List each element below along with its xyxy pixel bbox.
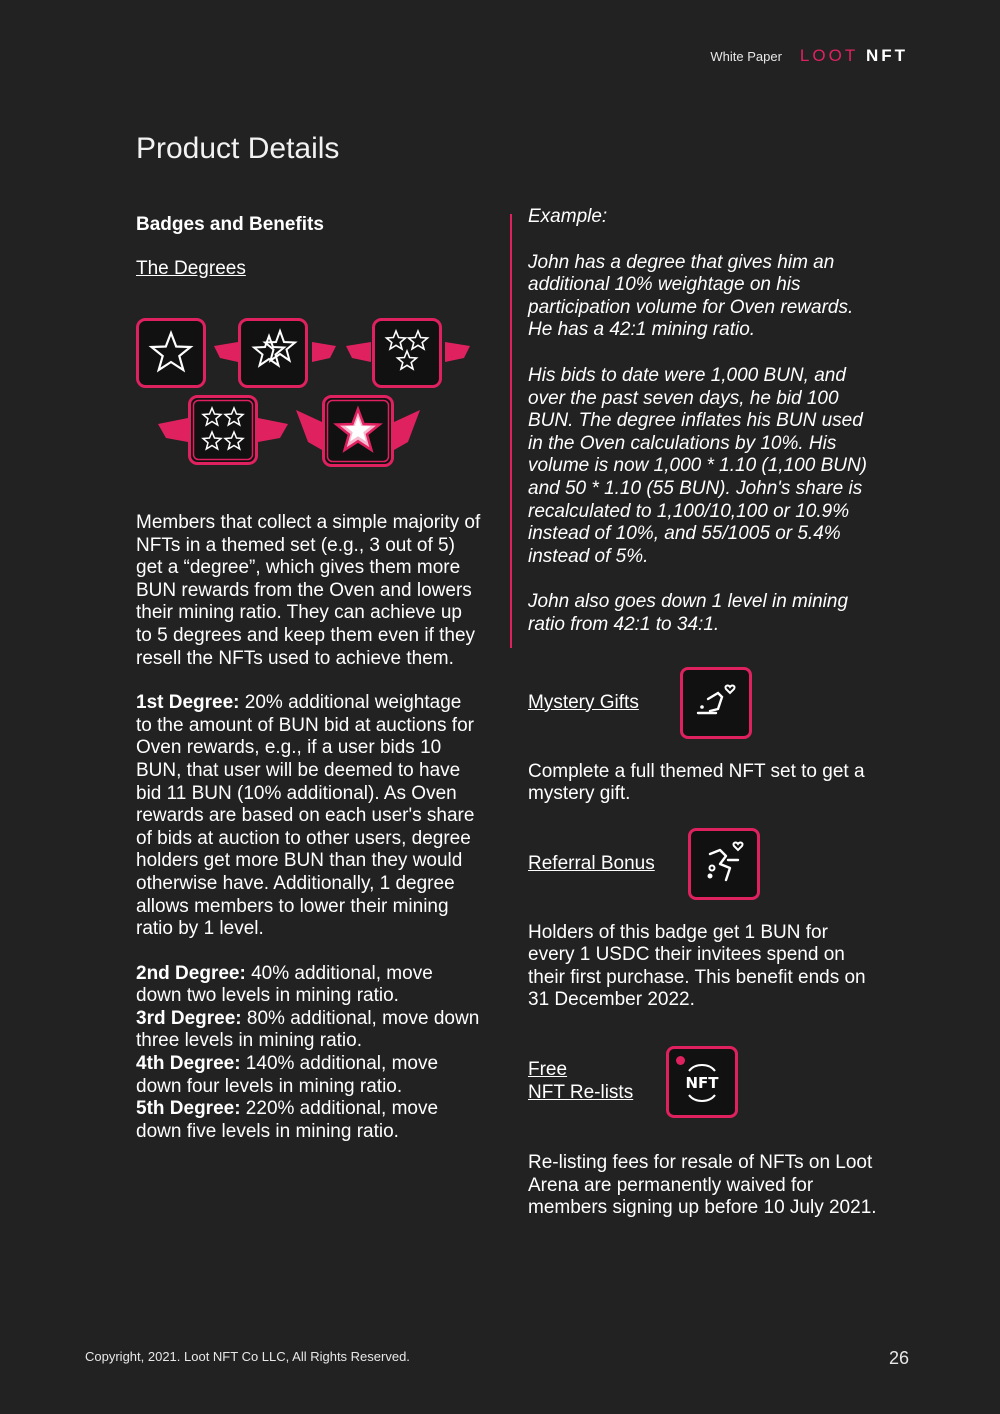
example-paragraph: John also goes down 1 level in mining ratio from 42:1 to 34:1. — [528, 591, 849, 635]
first-degree-text: 20% additional weightage to the amount of BUN bid at auctions for Oven rewards, e.g., if a user bids 10 BUN, that user will be deemed to have bid 11 BUN (10% additional). As Oven rewards are based on each user's share of bids at auction to other users, degree holders get more BUN than they would otherwise have. Additionally, 1 degree allows members to lower their mining ratio by 1 level. — [136, 692, 475, 940]
left-column — [136, 214, 481, 1143]
nft-relists-link[interactable] — [528, 1059, 666, 1104]
degree-item — [136, 1008, 481, 1053]
gift-icon — [680, 667, 752, 739]
referral-icon — [688, 828, 760, 900]
nft-icon-text: NFT — [685, 1074, 719, 1093]
page-number: 26 — [888, 1348, 909, 1368]
referral-bonus-text: Holders of this badge get 1 BUN for every 1 USDC their invitees spend on their first purchase. This benefit ends on 31 December 2022. — [528, 921, 866, 1011]
degree-badges — [136, 318, 481, 478]
degree-item — [136, 1053, 481, 1098]
logo-nft: NFT — [865, 46, 908, 65]
nft-relists-row — [528, 1046, 878, 1118]
star-badge-icon — [158, 394, 288, 466]
star-badge-icon — [346, 318, 470, 388]
degree-text: 40% additional, move down two levels in mining ratio. — [136, 962, 433, 1007]
referral-bonus-row — [528, 828, 878, 900]
mystery-gifts-link[interactable]: Mystery Gifts — [528, 691, 639, 713]
first-degree-label: 1st Degree: — [136, 692, 240, 714]
right-column — [528, 206, 878, 1220]
example-paragraph: John has a degree that gives him an additional 10% weightage on his participation volume for Oven rewards. He has a 42:1 mining ratio. — [528, 251, 854, 341]
nft-relist-icon — [666, 1046, 738, 1118]
degree-item — [136, 963, 481, 1008]
notification-dot — [676, 1056, 685, 1065]
logo-loot: LOOT — [799, 46, 859, 65]
degree-label: 4th Degree: — [136, 1053, 241, 1075]
mystery-gifts-text: Complete a full themed NFT set to get a mystery gift. — [528, 760, 865, 805]
footer-copyright: Copyright, 2021. Loot NFT Co LLC, All Rights Reserved. — [85, 1349, 410, 1364]
loot-nft-logo — [800, 46, 908, 66]
degree-item — [136, 1098, 481, 1143]
section-heading: Badges and Benefits — [136, 214, 324, 235]
degree-label: 5th Degree: — [136, 1098, 241, 1120]
nft-relists-link-line: Free — [528, 1059, 568, 1081]
header-white-paper: White Paper — [710, 48, 782, 64]
mystery-gifts-row — [528, 667, 878, 739]
nft-relists-text: Re-listing fees for resale of NFTs on Loot Arena are permanently waived for members signing up before 10 July 2021. — [528, 1152, 877, 1219]
first-degree-description — [136, 692, 481, 941]
column-divider — [510, 214, 512, 648]
referral-bonus-link[interactable]: Referral Bonus — [528, 852, 655, 874]
degrees-link[interactable]: The Degrees — [136, 258, 246, 279]
star-badge-icon — [296, 392, 420, 468]
degree-text: 80% additional, move down three levels in mining ratio. — [136, 1007, 480, 1052]
degree-label: 2nd Degree: — [136, 962, 246, 984]
example-label: Example: — [528, 206, 608, 227]
header — [710, 46, 908, 66]
degrees-intro: Members that collect a simple majority of NFTs in a themed set (e.g., 3 out of 5) get a “degree”, which gives them more BUN rewards from the Oven and lowers their mining ratio. They can achieve up to 5 degrees and keep them even if they resell the NFTs used to achieve them. — [136, 512, 481, 669]
other-degrees — [136, 963, 481, 1144]
degree-text: 220% additional, move down five levels in mining ratio. — [136, 1098, 439, 1142]
star-badge-icon — [214, 318, 336, 388]
page-title: Product Details — [136, 132, 340, 165]
example-paragraph: His bids to date were 1,000 BUN, and over the past seven days, he bid 100 BUN. The degree inflates his BUN used in the Oven calculations by 10%. His volume is now 1,000 * 1.10 (1,100 BUN) and 50 * 1.10 (55 BUN). John's share is recalculated to 1,100/10,100 or 10.9% instead of 10%, and 55/1005 or 5.4% instead of 5%. — [528, 364, 868, 567]
degree-label: 3rd Degree: — [136, 1007, 242, 1029]
star-badge-icon — [136, 318, 206, 388]
degree-text: 140% additional, move down four levels in mining ratio. — [136, 1053, 439, 1097]
nft-relists-link-line: NFT Re-lists — [528, 1082, 634, 1104]
